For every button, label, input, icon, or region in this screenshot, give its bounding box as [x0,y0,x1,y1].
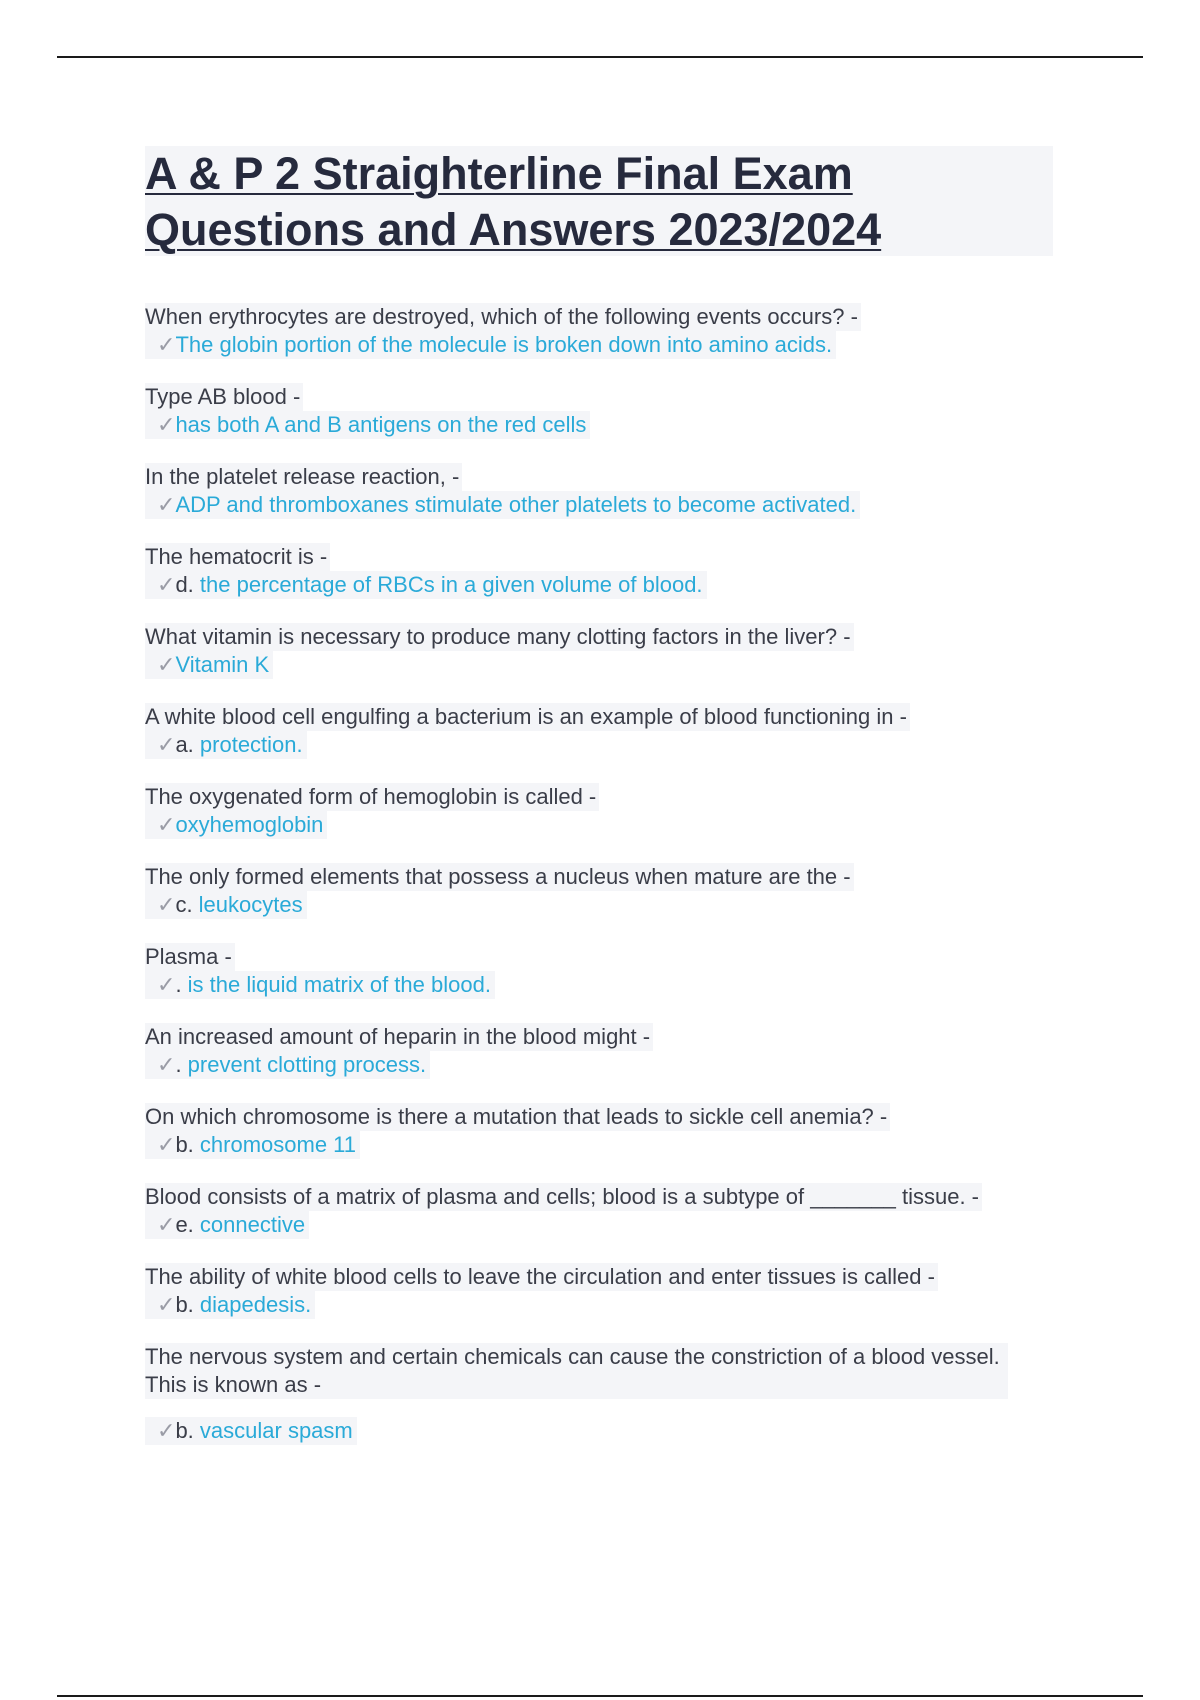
answer-option-letter: . [175,1052,188,1077]
answer-line [145,1131,360,1159]
answer-option-letter: d. [175,572,200,597]
answer-option-letter: a. [175,732,200,757]
answer-line [145,891,307,919]
qa-item [145,783,1065,839]
qa-item [145,1103,1065,1159]
qa-item [145,623,1065,679]
checkmark-icon: ✓ [157,1132,176,1157]
question-text: Type AB blood - [145,383,303,411]
answer-option-letter: . [175,972,188,997]
answer-line [145,731,307,759]
answer-text: diapedesis. [199,1292,312,1317]
question-text: On which chromosome is there a mutation that leads to sickle cell anemia? - [145,1103,890,1131]
answer-text: has both A and B antigens on the red cells [175,412,587,437]
answer-line [145,651,273,679]
answer-line [145,971,495,999]
checkmark-icon: ✓ [157,732,176,757]
qa-item [145,463,1065,519]
question-text: What vitamin is necessary to produce many clotting factors in the liver? - [145,623,854,651]
answer-option-letter: e. [175,1212,200,1237]
checkmark-icon: ✓ [157,1292,176,1317]
checkmark-icon: ✓ [157,812,176,837]
answer-text: connective [199,1212,306,1237]
question-text: An increased amount of heparin in the blood might - [145,1023,653,1051]
question-text: The hematocrit is - [145,543,330,571]
answer-text: Vitamin K [175,652,270,677]
checkmark-icon: ✓ [157,572,176,597]
answer-text: The globin portion of the molecule is broken down into amino acids. [175,332,833,357]
top-rule [57,56,1143,58]
answer-text: oxyhemoglobin [175,812,324,837]
qa-list [145,303,1065,1469]
answer-line [145,1417,357,1445]
answer-line [145,571,707,599]
question-text: A white blood cell engulfing a bacterium is an example of blood functioning in - [145,703,910,731]
answer-option-letter: b. [175,1418,200,1443]
checkmark-icon: ✓ [157,892,176,917]
answer-line [145,1291,315,1319]
answer-text: leukocytes [198,892,303,917]
answer-text: prevent clotting process. [187,1052,427,1077]
question-text: Plasma - [145,943,235,971]
question-text: The oxygenated form of hemoglobin is called - [145,783,599,811]
question-text: Blood consists of a matrix of plasma and cells; blood is a subtype of _______ tissue. - [145,1183,982,1211]
answer-line [145,331,836,359]
checkmark-icon: ✓ [157,972,176,997]
qa-item [145,383,1065,439]
checkmark-icon: ✓ [157,492,176,517]
question-text: The ability of white blood cells to leave the circulation and enter tissues is called - [145,1263,938,1291]
qa-item [145,863,1065,919]
qa-item [145,303,1065,359]
answer-text: ADP and thromboxanes stimulate other platelets to become activated. [175,492,857,517]
answer-line [145,1051,430,1079]
answer-line [145,1211,309,1239]
answer-option-letter: c. [175,892,199,917]
answer-text: is the liquid matrix of the blood. [187,972,491,997]
checkmark-icon: ✓ [157,1052,176,1077]
bottom-rule [57,1695,1143,1697]
answer-text: the percentage of RBCs in a given volume of blood. [199,572,703,597]
checkmark-icon: ✓ [157,412,176,437]
answer-line [145,811,327,839]
question-text: When erythrocytes are destroyed, which of the following events occurs? - [145,303,861,331]
qa-item [145,703,1065,759]
answer-text: vascular spasm [199,1418,353,1443]
checkmark-icon: ✓ [157,332,176,357]
qa-item [145,1343,1065,1445]
answer-option-letter: b. [175,1132,200,1157]
answer-option-letter: b. [175,1292,200,1317]
question-text: In the platelet release reaction, - [145,463,462,491]
qa-item [145,1183,1065,1239]
qa-item [145,1263,1065,1319]
checkmark-icon: ✓ [157,1212,176,1237]
answer-line [145,411,590,439]
answer-text: protection. [199,732,303,757]
checkmark-icon: ✓ [157,1418,176,1443]
question-text: The only formed elements that possess a nucleus when mature are the - [145,863,854,891]
question-text: The nervous system and certain chemicals can cause the constriction of a blood vessel. This is known as - [145,1343,1008,1399]
answer-line [145,491,860,519]
qa-item [145,543,1065,599]
checkmark-icon: ✓ [157,652,176,677]
document-title: A & P 2 Straighterline Final Exam Questions and Answers 2023/2024 [145,148,882,255]
qa-item [145,1023,1065,1079]
qa-item [145,943,1065,999]
answer-text: chromosome 11 [199,1132,357,1157]
